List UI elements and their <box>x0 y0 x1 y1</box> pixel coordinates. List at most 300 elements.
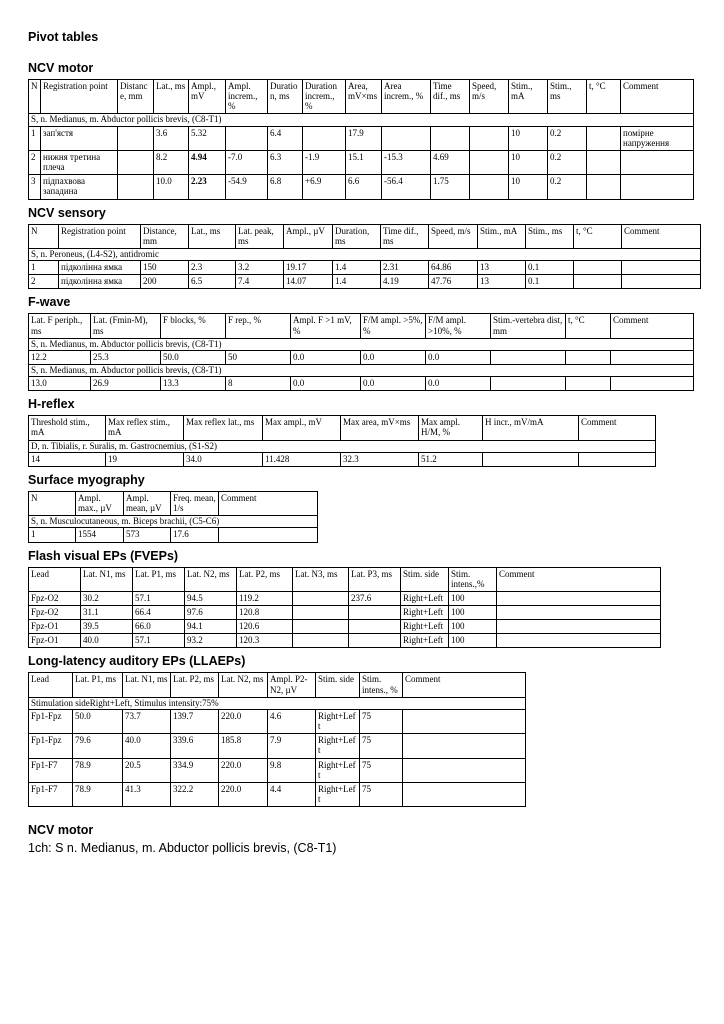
column-header: Ampl. max., µV <box>76 491 124 515</box>
table-cell: 0.0 <box>426 350 491 364</box>
table-cell: 6.8 <box>268 175 303 199</box>
table-cell: 8 <box>226 377 291 391</box>
section-title-f-wave: F-wave <box>28 295 71 310</box>
column-header: Ampl. P2-N2, µV <box>268 673 316 697</box>
table-cell: 120.3 <box>237 634 293 648</box>
table-cell: 97.6 <box>185 606 237 620</box>
table-h-reflex <box>28 415 656 467</box>
section-ncv-motor <box>28 61 724 200</box>
section-h-reflex <box>28 397 724 467</box>
table-cell: 73.7 <box>123 709 171 733</box>
table-subsection-row <box>29 364 694 376</box>
table-cell <box>611 350 694 364</box>
table-cell: 6.4 <box>268 126 303 150</box>
table-cell: 0.1 <box>526 275 574 289</box>
table-cell: 14 <box>29 452 106 466</box>
subsection-label: S, n. Peroneus, (L4-S2), antidromic <box>29 248 701 260</box>
table-row <box>29 126 694 150</box>
table-cell: 100 <box>449 620 497 634</box>
column-header: F blocks, % <box>161 314 226 338</box>
table-subsection-row <box>29 516 318 528</box>
table-row <box>29 782 526 806</box>
table-cell <box>622 275 701 289</box>
column-header: Freq. mean, 1/s <box>171 491 219 515</box>
table-cell <box>497 606 661 620</box>
column-header: Lat. P1, ms <box>73 673 123 697</box>
table-cell: 7.9 <box>268 734 316 758</box>
column-header: Stim. intens.,% <box>449 567 497 591</box>
section-fveps <box>28 549 724 649</box>
column-header: F/M ampl. >10%, % <box>426 314 491 338</box>
table-cell: 3 <box>29 175 41 199</box>
table-header-row <box>29 314 694 338</box>
table-cell: 2.23 <box>189 175 226 199</box>
column-header: Ampl., µV <box>284 224 333 248</box>
table-cell: 220.0 <box>219 758 268 782</box>
table-cell: 0.2 <box>548 150 587 174</box>
table-cell: 120.6 <box>237 620 293 634</box>
table-cell: 5.32 <box>189 126 226 150</box>
column-header: Max area, mV×ms <box>341 416 419 440</box>
table-cell: Right+Left <box>401 620 449 634</box>
table-cell <box>118 126 154 150</box>
table-cell <box>491 350 566 364</box>
section-ncv-sensory <box>28 206 724 290</box>
table-cell <box>470 175 509 199</box>
table-cell: 6.6 <box>346 175 382 199</box>
column-header: t, °C <box>587 80 621 114</box>
column-header: Comment <box>497 567 661 591</box>
table-cell: підколінна ямка <box>59 275 141 289</box>
column-header: Area increm., % <box>382 80 431 114</box>
table-cell: 2.3 <box>189 261 236 275</box>
table-cell: 13 <box>478 261 526 275</box>
table-cell: 1554 <box>76 528 124 542</box>
table-row <box>29 709 526 733</box>
column-header: Stim., ms <box>548 80 587 114</box>
column-header: Lat. N2, ms <box>219 673 268 697</box>
column-header: Comment <box>219 491 318 515</box>
column-header: t, °C <box>574 224 622 248</box>
table-cell <box>587 150 621 174</box>
table-cell: 64.86 <box>429 261 478 275</box>
column-header: Stim., mA <box>509 80 548 114</box>
table-cell <box>611 377 694 391</box>
table-cell: 75 <box>360 758 403 782</box>
table-cell <box>574 275 622 289</box>
subsection-label: S, n. Medianus, m. Abductor pollicis brevis, (C8-T1) <box>29 114 694 126</box>
column-header: F/M ampl. >5%, % <box>361 314 426 338</box>
table-cell: 4.4 <box>268 782 316 806</box>
column-header: Stim. intens., % <box>360 673 403 697</box>
table-cell: -15.3 <box>382 150 431 174</box>
column-header: Distance, mm <box>141 224 189 248</box>
table-cell: 120.8 <box>237 606 293 620</box>
table-cell <box>431 126 470 150</box>
table-cell <box>403 758 526 782</box>
table-cell: 220.0 <box>219 709 268 733</box>
table-row <box>29 377 694 391</box>
column-header: Ampl. increm., % <box>226 80 268 114</box>
table-subsection-row <box>29 338 694 350</box>
table-cell <box>349 634 401 648</box>
table-cell: 40.0 <box>81 634 133 648</box>
table-cell: 40.0 <box>123 734 171 758</box>
table-cell: 30.2 <box>81 591 133 605</box>
table-row <box>29 758 526 782</box>
table-cell <box>403 782 526 806</box>
table-f-wave <box>28 313 694 391</box>
column-header: Lat., ms <box>154 80 189 114</box>
table-row <box>29 175 694 199</box>
table-cell <box>118 175 154 199</box>
table-cell: 8.2 <box>154 150 189 174</box>
footer-channel-line: 1ch: S n. Medianus, m. Abductor pollicis brevis, (C8-T1) <box>28 841 337 856</box>
column-header: Comment <box>611 314 694 338</box>
table-cell <box>470 150 509 174</box>
table-cell: 2.31 <box>381 261 429 275</box>
section-f-wave <box>28 295 724 391</box>
section-title-ncv-motor: NCV motor <box>28 61 94 75</box>
table-fveps <box>28 567 661 649</box>
column-header: Lat. P1, ms <box>133 567 185 591</box>
table-cell: 57.1 <box>133 591 185 605</box>
table-subsection-row <box>29 697 526 709</box>
table-cell: 573 <box>124 528 171 542</box>
table-cell <box>587 175 621 199</box>
subsection-label: Stimulation sideRight+Left, Stimulus intensity:75% <box>29 697 526 709</box>
table-cell: 78.9 <box>73 758 123 782</box>
column-header: H incr., mV/mA <box>483 416 579 440</box>
table-cell: 1 <box>29 126 41 150</box>
table-cell: Right+Left <box>316 734 360 758</box>
column-header: Max reflex stim., mA <box>106 416 184 440</box>
column-header: Area, mV×ms <box>346 80 382 114</box>
table-cell <box>303 126 346 150</box>
table-cell <box>587 126 621 150</box>
table-cell <box>349 606 401 620</box>
table-cell: 0.0 <box>426 377 491 391</box>
table-cell: 50.0 <box>73 709 123 733</box>
table-row <box>29 350 694 364</box>
table-row <box>29 620 661 634</box>
table-cell: 15.1 <box>346 150 382 174</box>
column-header: N <box>29 80 41 114</box>
table-cell: 185.8 <box>219 734 268 758</box>
column-header: Speed, m/s <box>470 80 509 114</box>
table-cell: 50 <box>226 350 291 364</box>
table-cell: Fp1-Fpz <box>29 734 73 758</box>
table-llaeps <box>28 672 526 807</box>
table-cell: 32.3 <box>341 452 419 466</box>
table-cell: 100 <box>449 606 497 620</box>
table-cell <box>621 175 694 199</box>
column-header: Registration point <box>41 80 118 114</box>
table-cell: 4.69 <box>431 150 470 174</box>
table-surface-myography <box>28 491 318 543</box>
table-subsection-row <box>29 114 694 126</box>
table-row <box>29 634 661 648</box>
column-header: t, °C <box>566 314 611 338</box>
table-cell: 4.19 <box>381 275 429 289</box>
column-header: Stim.-vertebra dist, mm <box>491 314 566 338</box>
section-title-h-reflex: H-reflex <box>28 397 75 412</box>
table-cell: Right+Left <box>401 606 449 620</box>
table-cell: зап'ястя <box>41 126 118 150</box>
table-ncv-sensory <box>28 224 701 290</box>
table-cell <box>118 150 154 174</box>
table-subsection-row <box>29 248 701 260</box>
table-cell <box>497 634 661 648</box>
table-cell <box>403 709 526 733</box>
table-cell <box>349 620 401 634</box>
column-header: Lat. F periph., ms <box>29 314 91 338</box>
table-cell: Right+Left <box>401 591 449 605</box>
column-header: Lat. N1, ms <box>81 567 133 591</box>
table-cell: 13.0 <box>29 377 91 391</box>
column-header: Lat. N1, ms <box>123 673 171 697</box>
column-header: Comment <box>621 80 694 114</box>
subsection-label: S, n. Medianus, m. Abductor pollicis brevis, (C8-T1) <box>29 338 694 350</box>
table-cell: 75 <box>360 782 403 806</box>
table-cell: 100 <box>449 591 497 605</box>
table-cell: 0.0 <box>291 377 361 391</box>
table-cell: 66.4 <box>133 606 185 620</box>
table-cell: 25.3 <box>91 350 161 364</box>
table-cell: 51.2 <box>419 452 483 466</box>
column-header: Lat. peak, ms <box>236 224 284 248</box>
column-header: Speed, m/s <box>429 224 478 248</box>
table-cell: 100 <box>449 634 497 648</box>
table-cell: Fpz-O2 <box>29 591 81 605</box>
table-cell: 50.0 <box>161 350 226 364</box>
column-header: Ampl. F >1 mV, % <box>291 314 361 338</box>
tables-container <box>28 61 724 807</box>
table-cell <box>483 452 579 466</box>
table-cell <box>293 606 349 620</box>
table-header-row <box>29 224 701 248</box>
subsection-label: S, n. Musculocutaneous, m. Biceps brachii, (C5-C6) <box>29 516 318 528</box>
table-header-row <box>29 567 661 591</box>
table-cell: 10 <box>509 175 548 199</box>
table-cell: 17.9 <box>346 126 382 150</box>
table-cell: Fp1-F7 <box>29 782 73 806</box>
table-cell: 1.4 <box>333 275 381 289</box>
table-cell: 10 <box>509 126 548 150</box>
footer-heading: NCV motor <box>28 823 94 838</box>
table-cell <box>579 452 656 466</box>
column-header: Stim. side <box>316 673 360 697</box>
table-header-row <box>29 416 656 440</box>
table-cell: 13.3 <box>161 377 226 391</box>
subsection-label: D, n. Tibialis, r. Suralis, m. Gastrocnemius, (S1-S2) <box>29 440 656 452</box>
table-cell: 139.7 <box>171 709 219 733</box>
table-cell: 17.6 <box>171 528 219 542</box>
table-cell: 26.9 <box>91 377 161 391</box>
table-header-row <box>29 80 694 114</box>
table-cell: 7.4 <box>236 275 284 289</box>
table-cell: Right+Left <box>316 782 360 806</box>
table-cell <box>621 150 694 174</box>
table-cell: 75 <box>360 734 403 758</box>
page-title: Pivot tables <box>28 30 99 44</box>
column-header: Ampl., mV <box>189 80 226 114</box>
table-row <box>29 261 701 275</box>
table-cell: 1.4 <box>333 261 381 275</box>
table-cell: підпахвова западина <box>41 175 118 199</box>
table-cell: 34.0 <box>184 452 263 466</box>
column-header: Lat. P3, ms <box>349 567 401 591</box>
table-cell: 94.1 <box>185 620 237 634</box>
table-cell <box>219 528 318 542</box>
table-cell: Fpz-O2 <box>29 606 81 620</box>
section-llaeps <box>28 654 724 807</box>
table-cell: 14.07 <box>284 275 333 289</box>
table-cell: 93.2 <box>185 634 237 648</box>
table-cell: 339.6 <box>171 734 219 758</box>
column-header: Comment <box>622 224 701 248</box>
table-cell <box>622 261 701 275</box>
table-cell <box>497 620 661 634</box>
table-row <box>29 606 661 620</box>
table-cell: 6.3 <box>268 150 303 174</box>
table-cell: -7.0 <box>226 150 268 174</box>
table-row <box>29 528 318 542</box>
column-header: Lat., ms <box>189 224 236 248</box>
table-cell: 94.5 <box>185 591 237 605</box>
column-header: Registration point <box>59 224 141 248</box>
column-header: Lat. P2, ms <box>237 567 293 591</box>
table-cell: -1.9 <box>303 150 346 174</box>
table-cell <box>226 126 268 150</box>
table-cell: 150 <box>141 261 189 275</box>
footer <box>28 823 724 856</box>
column-header: Threshold stim., mA <box>29 416 106 440</box>
table-cell: Right+Left <box>401 634 449 648</box>
table-cell: Fpz-O1 <box>29 620 81 634</box>
table-cell: 78.9 <box>73 782 123 806</box>
table-cell: 237.6 <box>349 591 401 605</box>
table-cell: 9.8 <box>268 758 316 782</box>
table-cell <box>491 377 566 391</box>
table-ncv-motor <box>28 79 694 200</box>
column-header: Time dif., ms <box>431 80 470 114</box>
column-header: Lat. P2, ms <box>171 673 219 697</box>
table-cell: 1.75 <box>431 175 470 199</box>
column-header: Duration, ms <box>333 224 381 248</box>
table-cell <box>293 620 349 634</box>
column-header: Stim., mA <box>478 224 526 248</box>
column-header: Comment <box>579 416 656 440</box>
column-header: Ampl. mean, µV <box>124 491 171 515</box>
column-header: Time dif., ms <box>381 224 429 248</box>
table-cell: -56.4 <box>382 175 431 199</box>
column-header: Lat. N3, ms <box>293 567 349 591</box>
table-cell: 2 <box>29 275 59 289</box>
table-cell: 20.5 <box>123 758 171 782</box>
table-cell: 12.2 <box>29 350 91 364</box>
table-cell: 3.2 <box>236 261 284 275</box>
table-cell: 0.0 <box>291 350 361 364</box>
section-title-ncv-sensory: NCV sensory <box>28 205 106 220</box>
table-cell: 66.0 <box>133 620 185 634</box>
column-header: F rep., % <box>226 314 291 338</box>
table-cell: 0.2 <box>548 126 587 150</box>
table-row <box>29 734 526 758</box>
column-header: Lat. N2, ms <box>185 567 237 591</box>
table-header-row <box>29 673 526 697</box>
table-cell: 220.0 <box>219 782 268 806</box>
column-header: Lat. (Fmin-M), ms <box>91 314 161 338</box>
table-cell: 41.3 <box>123 782 171 806</box>
table-row <box>29 150 694 174</box>
table-cell: 322.2 <box>171 782 219 806</box>
column-header: N <box>29 224 59 248</box>
table-cell <box>382 126 431 150</box>
column-header: Max reflex lat., ms <box>184 416 263 440</box>
table-cell: 4.94 <box>189 150 226 174</box>
table-cell: +6.9 <box>303 175 346 199</box>
table-cell <box>497 591 661 605</box>
column-header: N <box>29 491 76 515</box>
table-cell: 4.6 <box>268 709 316 733</box>
table-cell <box>566 377 611 391</box>
column-header: Lead <box>29 673 73 697</box>
table-cell: -54.9 <box>226 175 268 199</box>
table-cell: Fp1-Fpz <box>29 709 73 733</box>
table-cell: 75 <box>360 709 403 733</box>
table-cell: 47.76 <box>429 275 478 289</box>
table-cell: 31.1 <box>81 606 133 620</box>
section-surface-myography <box>28 473 724 543</box>
table-cell: 13 <box>478 275 526 289</box>
section-title-surface-myography: Surface myography <box>28 472 145 487</box>
table-cell <box>293 634 349 648</box>
table-cell: 19 <box>106 452 184 466</box>
table-cell: 3.6 <box>154 126 189 150</box>
table-cell: 0.0 <box>361 377 426 391</box>
table-cell <box>470 126 509 150</box>
table-cell: Fp1-F7 <box>29 758 73 782</box>
table-cell: Fpz-O1 <box>29 634 81 648</box>
table-cell: помірне напруження <box>621 126 694 150</box>
table-row <box>29 591 661 605</box>
table-header-row <box>29 491 318 515</box>
table-cell: 0.1 <box>526 261 574 275</box>
table-cell: 79.6 <box>73 734 123 758</box>
table-cell: 57.1 <box>133 634 185 648</box>
table-cell: 0.2 <box>548 175 587 199</box>
column-header: Lead <box>29 567 81 591</box>
table-cell: 11.428 <box>263 452 341 466</box>
table-cell: 2 <box>29 150 41 174</box>
table-cell <box>574 261 622 275</box>
table-cell: 10 <box>509 150 548 174</box>
table-cell: 334.9 <box>171 758 219 782</box>
table-cell: підколінна ямка <box>59 261 141 275</box>
column-header: Duration, ms <box>268 80 303 114</box>
table-row <box>29 275 701 289</box>
column-header: Max ampl., mV <box>263 416 341 440</box>
column-header: Stim. side <box>401 567 449 591</box>
table-cell <box>403 734 526 758</box>
table-cell: 119.2 <box>237 591 293 605</box>
table-cell: 200 <box>141 275 189 289</box>
table-cell: 10.0 <box>154 175 189 199</box>
column-header: Distance, mm <box>118 80 154 114</box>
section-title-fveps: Flash visual EPs (FVEPs) <box>28 548 179 563</box>
table-cell: 1 <box>29 261 59 275</box>
